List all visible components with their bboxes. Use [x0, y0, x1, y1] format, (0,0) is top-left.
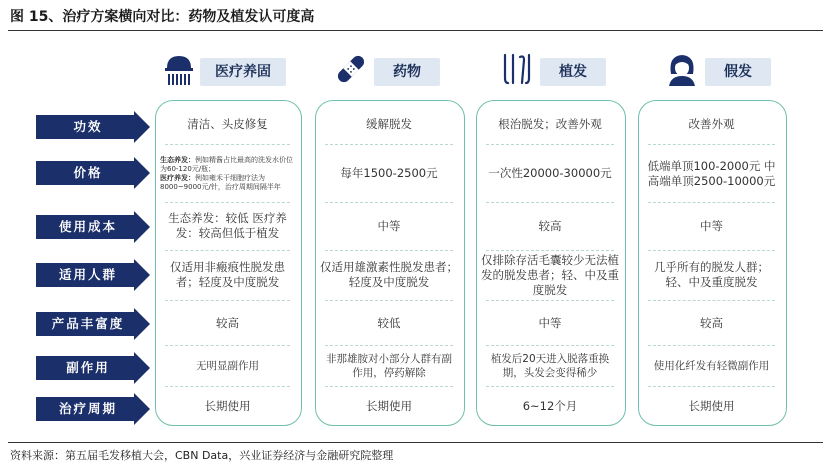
row-label-text: 使用成本 [58, 219, 117, 234]
source-note: 资料来源：第五届毛发移植大会，CBN Data，兴业证券经济与金融研究院整理 [10, 449, 394, 462]
cell-side-effect-3: 植发后20天进入脱落重换期，头发会变得稀少 [490, 353, 610, 379]
row-label-efficacy [36, 111, 150, 143]
cell-cost-3: 较高 [538, 218, 562, 233]
row-label-text: 治疗周期 [58, 401, 117, 416]
column-header-label: 医疗养固 [200, 58, 286, 86]
cell-audience-4: 几乎所有的脱发人群；轻、中及重度脱发 [654, 260, 769, 289]
shower-icon [162, 52, 196, 86]
surgical-tools-icon [500, 52, 534, 86]
cell-side-effect-4: 使用化纤发有轻微副作用 [653, 360, 770, 372]
price-eco-text: 例如精酱占比最高的洗发水价位为60-120元/瓶； [160, 155, 293, 173]
column-header-2 [334, 52, 454, 92]
cell-period-2: 长期使用 [366, 398, 412, 413]
row-label-cost [36, 211, 150, 243]
cell-audience-1: 仅适用非瘢痕性脱发患者；轻度及中度脱发 [170, 260, 285, 289]
row-label-period [36, 393, 150, 425]
cell-efficacy-1: 清洁、头皮修复 [187, 116, 268, 131]
column-header-label: 植发 [540, 58, 606, 86]
row-label-audience [36, 259, 150, 291]
column-header-3 [500, 52, 620, 92]
column-header-label: 假发 [705, 58, 771, 86]
row-label-text: 价格 [73, 165, 103, 180]
row-label-side-effect [36, 352, 150, 384]
cell-audience-3: 仅排除存活毛囊较少无法植发的脱发患者；轻、中及重度脱发 [481, 252, 619, 297]
cell-price-2: 每年1500-2500元 [340, 166, 438, 180]
cell-price-3: 一次性20000-30000元 [488, 166, 612, 180]
cell-cost-4: 中等 [700, 218, 723, 233]
cell-period-4: 长期使用 [688, 398, 735, 413]
cell-richness-2: 较低 [377, 315, 401, 330]
cell-audience-2: 仅适用雄激素性脱发患者；轻度及中度脱发 [320, 260, 458, 289]
row-label-richness [36, 308, 150, 340]
cell-period-1: 长期使用 [204, 398, 251, 413]
cell-cost-2: 中等 [377, 218, 401, 233]
cell-richness-4: 较高 [700, 315, 723, 330]
cell-period-3: 6~12个月 [522, 398, 578, 413]
cell-price-4: 低端单顶100-2000元 中高端单顶2500-10000元 [647, 158, 776, 188]
cell-efficacy-4: 改善外观 [688, 116, 735, 131]
wig-person-icon [665, 52, 699, 86]
column-header-label: 药物 [374, 58, 440, 86]
cell-richness-3: 中等 [538, 315, 562, 330]
column-header-4 [665, 52, 785, 92]
row-label-text: 功效 [73, 119, 103, 134]
cell-side-effect-2: 非那雄胺对小部分人群有副作用，停药解除 [326, 353, 452, 379]
cell-efficacy-2: 缓解脱发 [366, 116, 412, 131]
row-label-text: 适用人群 [58, 267, 117, 282]
cell-cost-1: 生态养发：较低 医疗养发：较高但低于植发 [168, 211, 287, 240]
row-label-price [36, 157, 150, 189]
row-label-text: 副作用 [66, 360, 110, 375]
column-header-1 [162, 52, 297, 92]
cell-side-effect-1: 无明显副作用 [196, 360, 259, 372]
price-medical-title: 医疗养发： [160, 173, 195, 182]
row-label-text: 产品丰富度 [51, 316, 125, 331]
bandage-icon [334, 52, 368, 86]
source-rule [8, 442, 823, 443]
price-eco-title: 生态养发： [160, 155, 195, 164]
cell-richness-1: 较高 [216, 315, 239, 330]
price-medical-text: 例如雍禾干细胞疗法为8000~9000元/针，治疗周期间隔半年 [160, 173, 281, 191]
cell-efficacy-3: 根治脱发；改善外观 [498, 116, 602, 131]
cell-price-1 [160, 146, 298, 201]
figure-title: 图 15、治疗方案横向对比：药物及植发认可度高 [10, 9, 315, 25]
title-rule [8, 30, 823, 31]
